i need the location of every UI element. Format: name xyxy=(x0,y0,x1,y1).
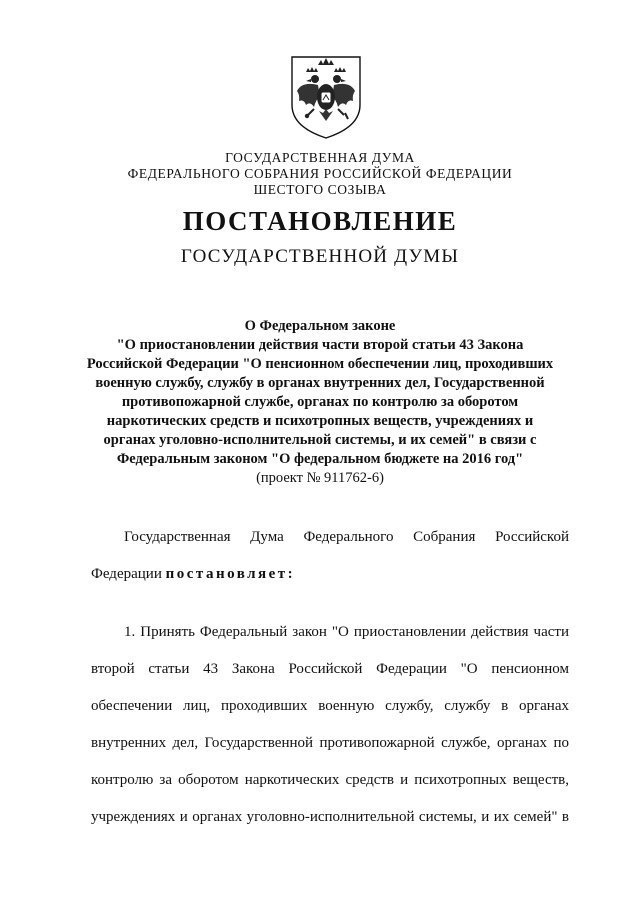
subject-line: наркотических средств и психотропных веществ, учреждениях и xyxy=(106,413,534,429)
org-line-duma: ГОСУДАРСТВЕННАЯ ДУМА xyxy=(225,150,415,165)
item-1-line: второй статьи 43 Закона Российской Федерации "О пенсионном xyxy=(91,661,569,677)
coat-of-arms-icon xyxy=(288,55,364,140)
org-line-convocation: ШЕСТОГО СОЗЫВА xyxy=(253,182,387,197)
subject-line: военную службу, службу в органах внутренних дел, Государственной xyxy=(95,375,545,391)
resolves-keyword: постановляет: xyxy=(165,566,296,582)
item-1-line: обеспечении лиц, проходивших военную службу, службу в органах xyxy=(91,698,569,714)
document-subtitle: ГОСУДАРСТВЕННОЙ ДУМЫ xyxy=(180,246,460,267)
item-1-line: учреждениях и органах уголовно-исполнительной системы, и их семей" в xyxy=(91,809,569,825)
subject-line: органах уголовно-исполнительной системы, и их семей" в связи с xyxy=(103,432,537,448)
document-title: ПОСТАНОВЛЕНИЕ xyxy=(182,206,458,236)
item-1-line: контролю за оборотом наркотических средств и психотропных веществ, xyxy=(91,772,569,788)
intro-line: Государственная Дума Федерального Собрания Российской xyxy=(124,529,569,545)
intro-prefix: Федерации xyxy=(91,566,166,582)
intro-line-resolution xyxy=(91,566,569,583)
org-line-federal-assembly: ФЕДЕРАЛЬНОГО СОБРАНИЯ РОССИЙСКОЙ ФЕДЕРАЦИИ xyxy=(127,166,513,181)
subject-line: О Федеральном законе xyxy=(244,318,396,334)
subject-line: противопожарной службе, органах по контролю за оборотом xyxy=(121,394,519,410)
subject-line: "О приостановлении действия части второй статьи 43 Закона xyxy=(116,337,524,353)
subject-line: Российской Федерации "О пенсионном обеспечении лиц, проходивших xyxy=(86,356,554,372)
subject-line: Федеральным законом "О федеральном бюджете на 2016 год" xyxy=(116,451,524,467)
item-1-line: 1. Принять Федеральный закон "О приостановлении действия части xyxy=(124,624,569,640)
item-1-line: внутренних дел, Государственной противопожарной службе, органах по xyxy=(91,735,569,751)
project-number: (проект № 911762-6) xyxy=(256,470,384,486)
